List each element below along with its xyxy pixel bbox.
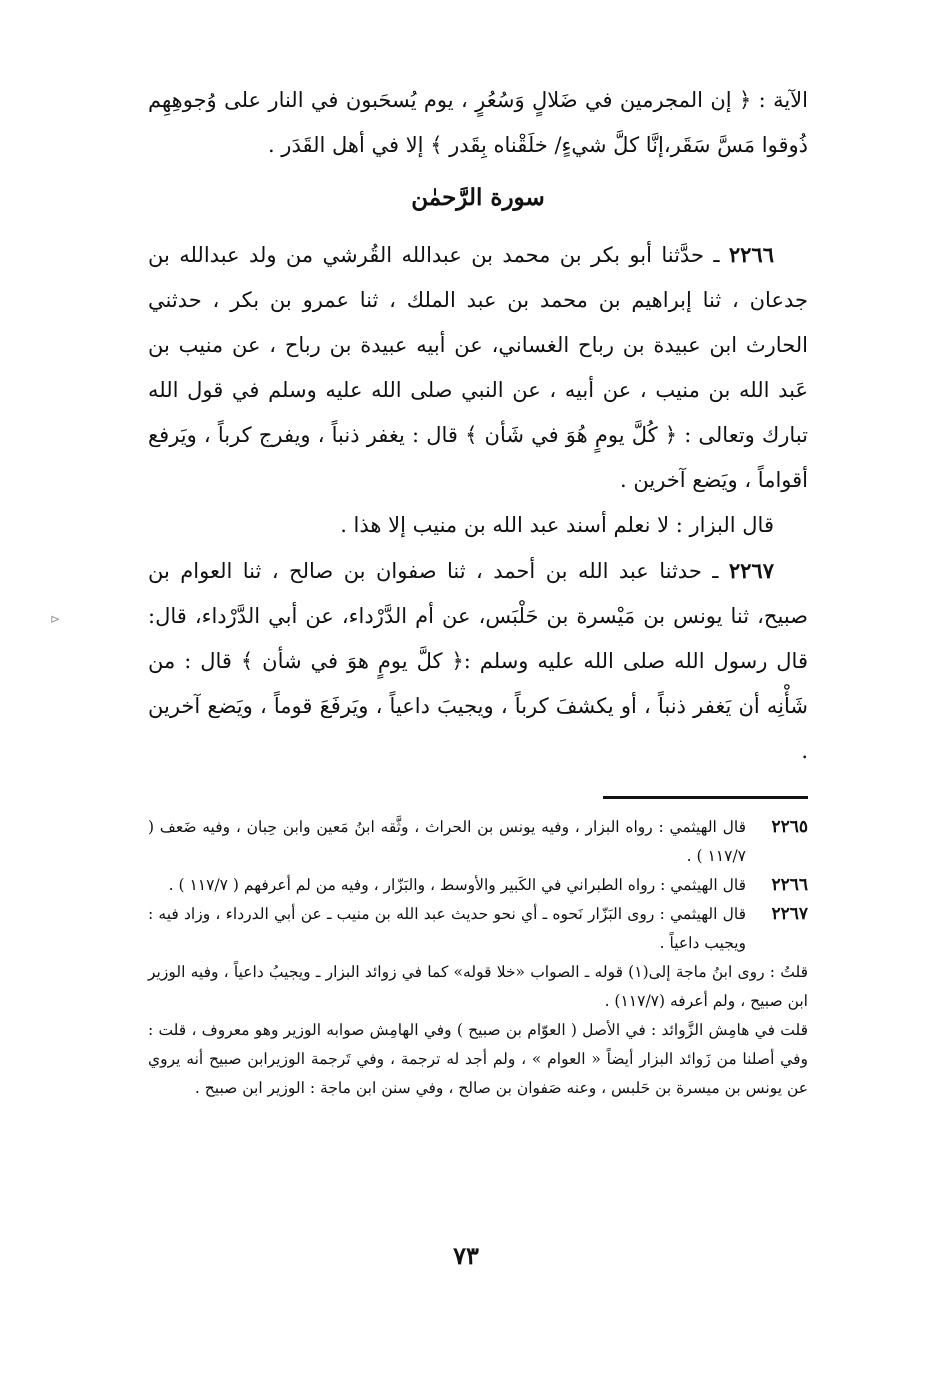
- footnote-text: قال الهيثمي : رواه البزار ، وفيه يونس بن الحراث ، وثَّقه ابنُ مَعين وابن حِبان ، وفيه ضَعف ( ١١٧/٧ ) .: [148, 818, 746, 865]
- bazzar-note: قال البزار : لا نعلم أسند عبد الله بن منيب إلا هذا .: [340, 513, 774, 537]
- hadith-number: ٢٢٦٦: [728, 242, 774, 267]
- footnotes: [148, 813, 808, 1103]
- footnote-text: قال الهيثمي : رواه الطبراني في الكَبير والأوسط ، والبَزّار ، وفيه من لم أعرفهم ( ١١٧/٧ ) .: [168, 876, 746, 894]
- margin-mark-icon: ⊳: [50, 612, 61, 626]
- footnote-number: ٢٢٦٦: [771, 875, 808, 895]
- footnote-comment: قلتُ : روى ابنُ ماجة إلى(١) قوله ـ الصواب «خلا قوله» كما في زوائد البزار ـ ويجيبُ داعياً ، وفيه الوزير ابن صبيح ، ولم أعرفه (١١٧/٧) .: [148, 963, 808, 1010]
- footnote-separator: [603, 796, 808, 799]
- hadith-text: ـ حدثنا عبد الله بن أحمد ، ثنا صفوان بن صالح ، ثنا العوام بن صبيح، ثنا يونس بن مَيْسرة بن حَلْبَس، عن أم الدَّرْداء، عن أبي الدَّرْداء، قال: قال رسول الله صلى الله عليه وسلم :﴿ كلَّ يومٍ هوَ في شأن ﴾ قال : من شَأْنِه أن يَغفر ذنباً ، أو يكشفَ كرباً ، ويجيبَ داعياً ، ويَرفَعَ قوماً ، ويَضع آخرين .: [148, 559, 808, 763]
- sura-title: سورة الرَّحمٰن: [411, 184, 545, 211]
- hadith-number: ٢٢٦٧: [728, 558, 774, 583]
- footnote-separator-wrap: [148, 774, 808, 813]
- hadith-text: ـ حدَّثنا أبو بكر بن محمد بن عبدالله القُرشي من ولد عبدالله بن جدعان ، ثنا إبراهيم بن محمد بن عبد الملك ، ثنا عمرو بن بكر ، حدثني الحارث ابن عبيدة بن رباح الغساني، عن أبيه عبيدة بن رباح ، عن منيب بن عَبد الله بن منيب ، عن أبيه ، عن النبي صلى الله عليه وسلم في قول الله تبارك وتعالى : ﴿ كُلَّ يومٍ هُوَ في شَأن ﴾ قال : يغفر ذنباً ، ويفرج كرباً ، ويَرفع أقواماً ، ويَضع آخرين .: [148, 243, 808, 492]
- page-content: [148, 78, 808, 1103]
- footnote-2267: [148, 900, 808, 958]
- hadith-2267: [148, 548, 808, 774]
- footnote-number: ٢٢٦٥: [771, 817, 808, 837]
- page-number: ٧٣: [453, 1241, 479, 1270]
- hadith-2266: [148, 232, 808, 503]
- footnote-2266: [148, 871, 808, 900]
- footnote-text: قال الهيثمي : روى البَزّار نَحوه ـ أي نحو حديث عبد الله بن منيب ـ عن أبي الدرداء ، وزاد فيه : ويجيب داعياً .: [148, 905, 746, 952]
- footnote-2265: [148, 813, 808, 871]
- footnote-number: ٢٢٦٧: [771, 904, 808, 924]
- main-text: [148, 78, 808, 774]
- footnote-comment: قلت في هامِش الزَّوائد : في الأصل ( العوّام بن صبيح ) وفي الهامِش صوابه الوزير وهو معروف ، قلت : وفي أصلنا من زَوائد البزار أيضاً « العوام » ، ولم أجد له ترجمة ، وفي تَرجمة الوزيرابن صبيح أنه يروي عن يونس بن ميسرة بن حَلبس ، وعنه صَفوان بن صالح ، وفي سنن ابن ماجة : الوزير ابن صبيح .: [148, 1021, 808, 1097]
- verse-intro: الآية : ﴿ إن المجرمين في ضَلالٍ وَسُعُرٍ ، يوم يُسحَبون في النار على وُجوهِهِم ذُوقوا مَسَّ سَقَر،إنَّا كلَّ شيءٍ/ خلَقْناه بِقَدر ﴾ إلا في أهل القَدَر .: [148, 88, 808, 157]
